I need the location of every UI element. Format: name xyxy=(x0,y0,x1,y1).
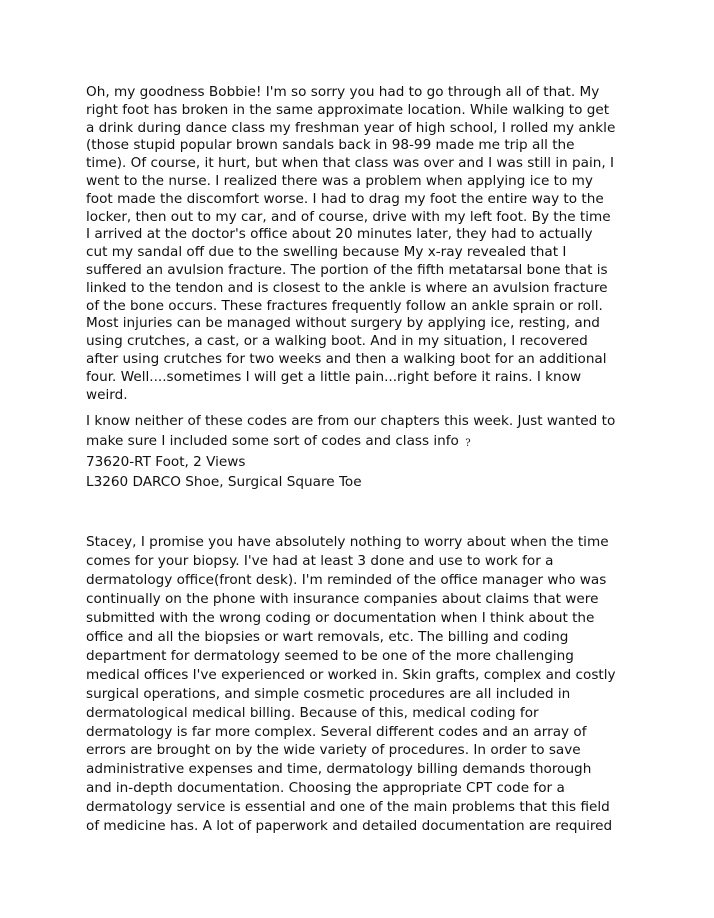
text-line: comes for your biopsy. I've had at least 3 done and use to work for a xyxy=(86,552,554,569)
text-line: a drink during dance class my freshman year of high school, I rolled my ankle xyxy=(86,119,616,136)
text-line: submitted with the wrong coding or documentation when I think about the xyxy=(86,609,595,626)
text-line: locker, then out to my car, and of course, drive with my left foot. By the time xyxy=(86,208,611,225)
text-line: using crutches, a cast, or a walking boot. And in my situation, I recovered xyxy=(86,333,588,350)
text-line: office and all the biopsies or wart removals, etc. The billing and coding xyxy=(86,628,569,645)
text-line: four. Well....sometimes I will get a little pain...right before it rains. I know xyxy=(86,368,582,385)
text-line: dermatological medical billing. Because of this, medical coding for xyxy=(86,704,539,721)
text-line: Oh, my goodness Bobbie! I'm so sorry you had to go through all of that. My xyxy=(86,84,600,100)
text-line: surgical operations, and simple cosmetic procedures are all included in xyxy=(86,685,571,702)
text-line: suffered an avulsion fracture. The portion of the fifth metatarsal bone that is xyxy=(86,261,608,278)
hcpcs-code-line: L3260 DARCO Shoe, Surgical Square Toe xyxy=(86,473,362,490)
text-line: weird. xyxy=(86,386,128,403)
text-line: after using crutches for two weeks and then a walking boot for an additional xyxy=(86,350,607,367)
text-line: dermatology is far more complex. Several different codes and an array of xyxy=(86,723,587,740)
text-line-content: make sure I included some sort of codes and class info xyxy=(86,432,459,449)
text-line: medical offices I've experienced or worked in. Skin grafts, complex and costly xyxy=(86,666,616,683)
text-line: foot made the discomfort worse. I had to drag my foot the entire way to the xyxy=(86,190,604,207)
text-line: time). Of course, it hurt, but when that class was over and I was still in pain, I xyxy=(86,155,615,172)
text-line: (those stupid popular brown sandals back in 98-99 made me trip all the xyxy=(86,137,575,154)
reply-to-bobbie-paragraph xyxy=(86,84,646,404)
text-line: errors are brought on by the wide variety of procedures. In order to save xyxy=(86,742,581,759)
text-line: I arrived at the doctor's office about 20 minutes later, they had to actually xyxy=(86,226,593,243)
text-line: I know neither of these codes are from our chapters this week. Just wanted to xyxy=(86,413,616,429)
cpt-code-line: 73620-RT Foot, 2 Views xyxy=(86,454,246,471)
text-line: of medicine has. A lot of paperwork and detailed documentation are required xyxy=(86,818,613,835)
text-line xyxy=(86,432,646,454)
text-line: Most injuries can be managed without surgery by applying ice, resting, and xyxy=(86,315,600,332)
text-line: cut my sandal off due to the swelling because My x-ray revealed that I xyxy=(86,244,567,261)
text-line: right foot has broken in the same approximate location. While walking to get xyxy=(86,101,610,118)
text-line: and in-depth documentation. Choosing the appropriate CPT code for a xyxy=(86,780,565,797)
text-line: department for dermatology seemed to be one of the more challenging xyxy=(86,647,574,664)
text-line: administrative expenses and time, dermatology billing demands thorough xyxy=(86,761,592,778)
text-line: linked to the tendon and is closest to the ankle is where an avulsion fracture xyxy=(86,279,608,296)
text-line: dermatology office(front desk). I'm reminded of the office manager who was xyxy=(86,571,607,588)
reply-to-stacey-paragraph xyxy=(86,533,646,836)
unknown-glyph-icon: ? xyxy=(465,437,471,449)
text-line: Stacey, I promise you have absolutely nothing to worry about when the time xyxy=(86,534,609,550)
text-line: continually on the phone with insurance companies about claims that were xyxy=(86,590,599,607)
text-line: went to the nurse. I realized there was a problem when applying ice to my xyxy=(86,172,593,189)
text-line: dermatology service is essential and one of the main problems that this field xyxy=(86,799,610,816)
codes-paragraph xyxy=(86,412,646,492)
text-line: of the bone occurs. These fractures frequently follow an ankle sprain or roll. xyxy=(86,297,603,314)
